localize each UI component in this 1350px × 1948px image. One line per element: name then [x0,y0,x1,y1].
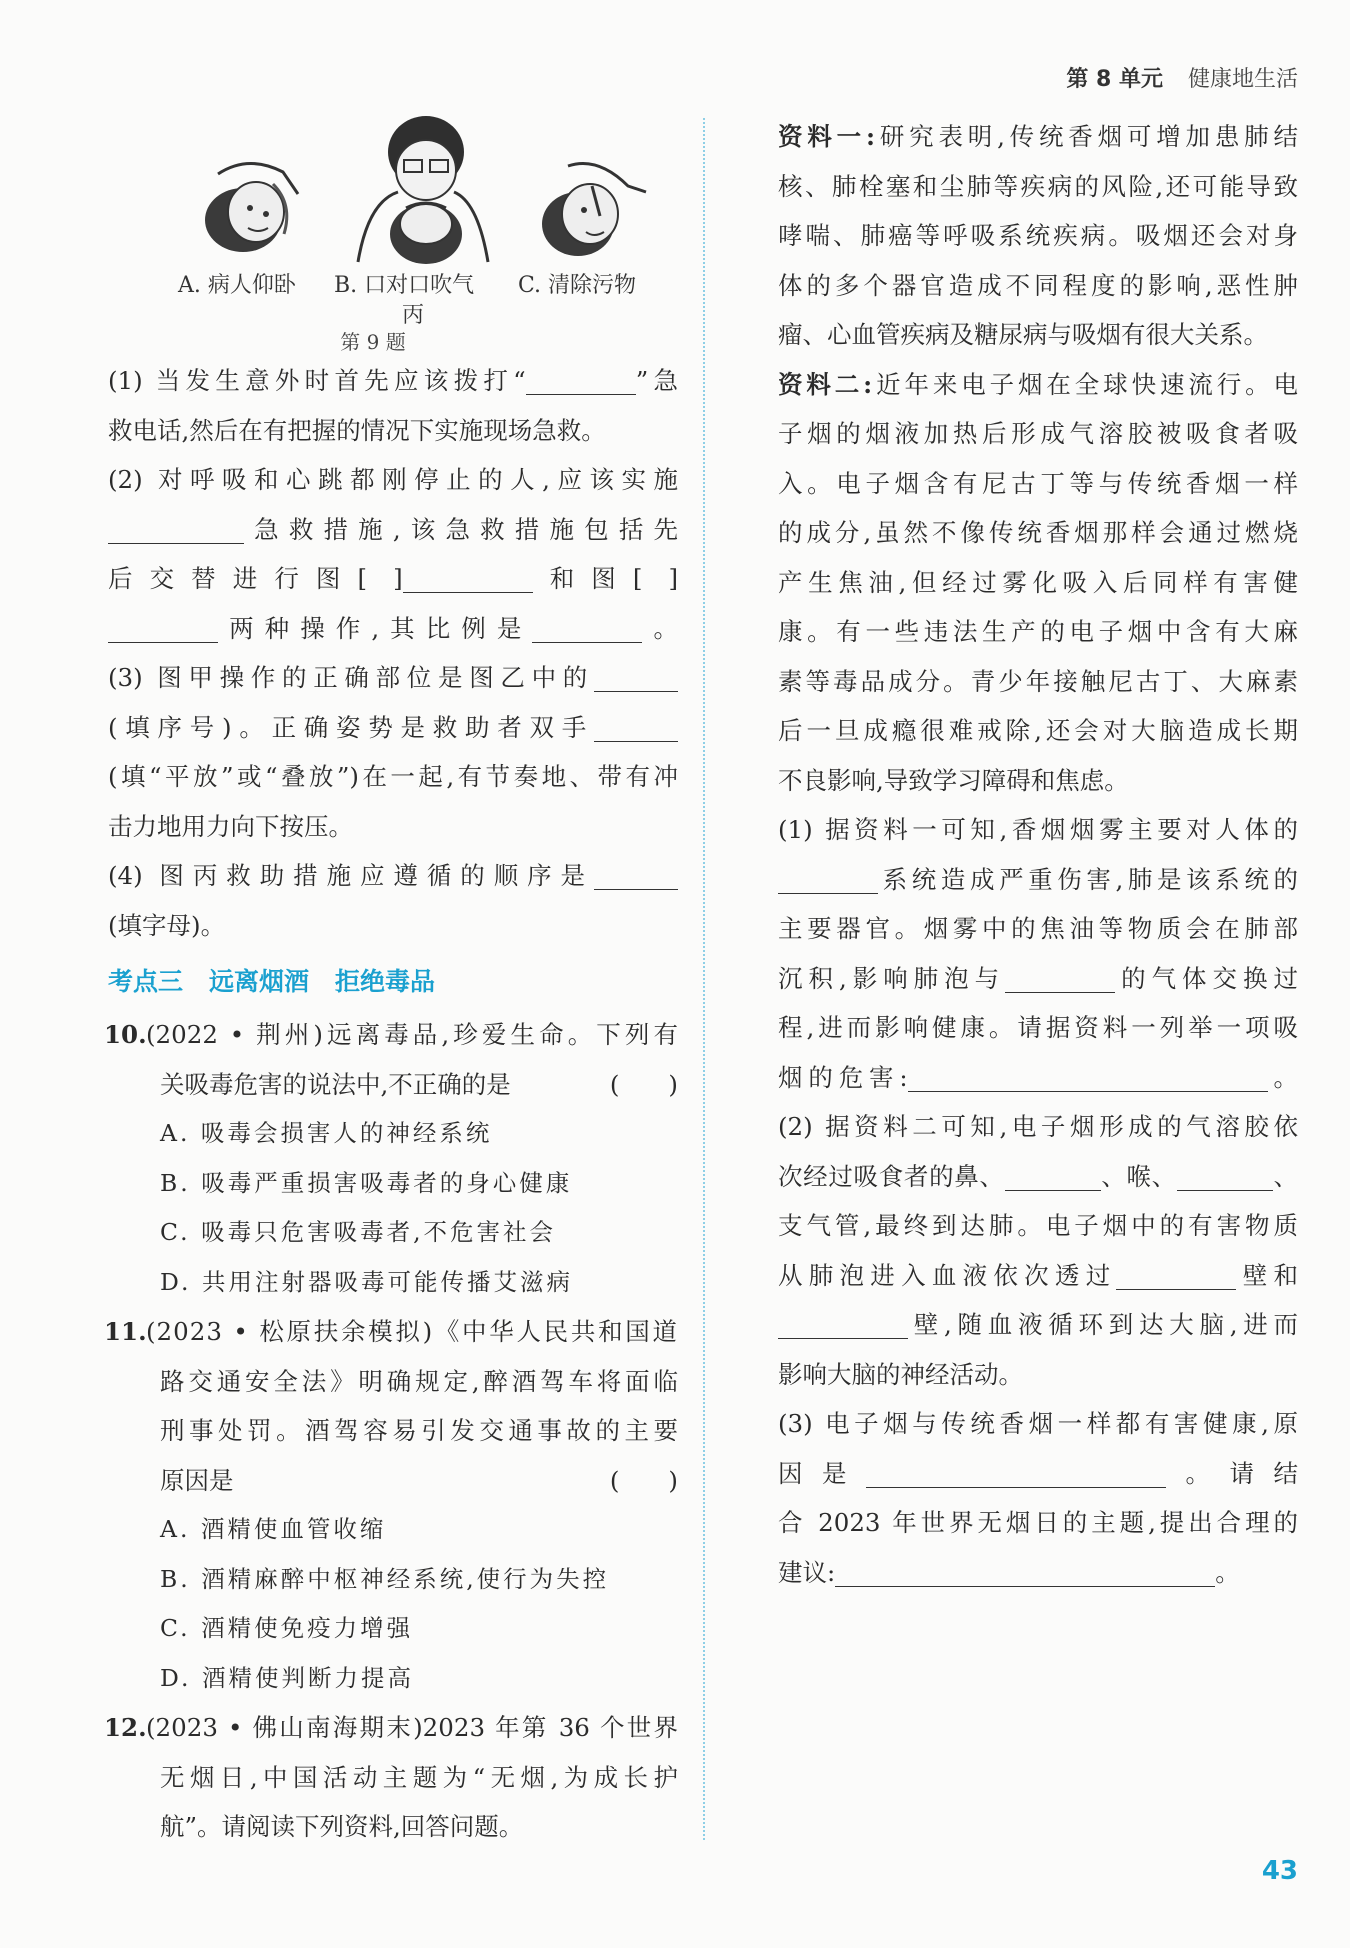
page-number: 43 [1261,1856,1298,1886]
question-12-parts [778,805,1298,1597]
option-d[interactable]: D. 共用注射器吸毒可能传播艾滋病 [160,1267,573,1296]
text-line: 12.(2023 • 佛山南海期末)2023 年第 36 个世界 [108,1703,678,1753]
text-line: 建议: 。 [778,1557,1240,1587]
text-line: 从肺泡进入血液依次透过 壁和 [778,1260,1299,1290]
text-line: 瘤、心血管疾病及糖尿病与吸烟有很大关系。 [778,320,1268,349]
question-number: 12. [104,1713,147,1742]
text-line: 11.(2023 • 松原扶余模拟)《中华人民共和国道 [108,1307,678,1357]
option-a[interactable]: A. 酒精使血管收缩 [160,1515,387,1543]
question-10 [104,1010,678,1307]
text-line: 救电话,然后在有把握的情况下实施现场急救。 [108,415,606,445]
text-line: 支气管,最终到达肺。电子烟中的有害物质 [778,1211,1298,1240]
answer-blank[interactable] [1005,964,1115,993]
option-d[interactable]: D. 酒精使判断力提高 [160,1663,414,1692]
option-b[interactable]: B. 吸毒严重损害吸毒者的身心健康 [160,1168,573,1197]
material-label: 资料二: [778,369,873,399]
text-line: 壁,随血液循环到达大脑,进而 [778,1300,1298,1350]
text-line: 的成分,虽然不像传统香烟那样会通过燃烧 [778,518,1298,547]
text-line: (填序号)。正确姿势是救助者双手 [108,703,678,753]
material-1 [778,112,1298,360]
question-12 [104,1703,678,1852]
page-header [1066,62,1298,93]
answer-blank[interactable] [526,366,636,395]
text-line: (3) 图甲操作的正确部位是图乙中的 [108,653,678,703]
answer-blank[interactable] [866,1459,1166,1488]
text-line: (1) 据资料一可知,香烟烟雾主要对人体的 [778,815,1298,844]
answer-blank[interactable] [108,614,218,643]
option-c[interactable]: C. 吸毒只危害吸毒者,不危害社会 [160,1218,557,1246]
answer-paren[interactable]: ( ) [609,1465,678,1495]
text-line: 资料一:研究表明,传统香烟可增加患肺结 [778,122,1298,151]
text-line: 核、肺栓塞和尘肺等疾病的风险,还可能导致 [778,171,1298,201]
material-label: 资料一: [778,122,875,151]
answer-blank[interactable] [403,564,533,593]
text-line: 因是 。请结 [778,1458,1298,1488]
text-line: 后一旦成瘾很难戒除,还会对大脑造成长期 [778,716,1298,745]
option-b[interactable]: B. 酒精麻醉中枢神经系统,使行为失控 [160,1564,610,1593]
section-topic-2: 拒绝毒品 [335,967,436,996]
answer-blank[interactable] [835,1558,1215,1587]
text-line: (4) 图丙救助措施应遵循的顺序是 [108,851,678,901]
text-line: 航”。请阅读下列资料,回答问题。 [160,1812,524,1841]
mouth-to-mouth-illustration [348,112,498,272]
text-line: (2) 对呼吸和心跳都刚停止的人,应该实施 [108,465,678,494]
clear-debris-illustration [528,156,650,266]
patient-supine-illustration [188,154,310,264]
answer-blank[interactable] [1005,1162,1101,1191]
text-line: 急救措施,该急救措施包括先 [108,505,678,555]
text-line: (填字母)。 [108,910,226,940]
section-label: 考点三 [108,967,184,996]
question-11 [104,1307,678,1703]
figure-label-bing: 丙 [402,303,425,328]
question-9-figure [108,112,678,356]
text-line: 资料二:近年来电子烟在全球快速流行。电 [778,369,1298,399]
answer-paren[interactable]: ( ) [609,1069,678,1099]
figure-label-b: B. 口对口吹气 [334,273,475,298]
text-line: 子烟的烟液加热后形成气溶胶被吸食者吸 [778,419,1298,448]
text-line: 不良影响,导致学习障碍和焦虑。 [778,765,1129,795]
text-line: 程,进而影响健康。请据资料一列举一项吸 [778,1013,1298,1042]
answer-blank[interactable] [778,1310,908,1339]
answer-blank[interactable] [908,1063,1268,1092]
text-line: 体的多个器官造成不同程度的影响,恶性肿 [778,270,1298,300]
question-number: 11. [104,1317,147,1346]
section-title [108,954,678,1010]
text-line: 产生焦油,但经过雾化吸入后同样有害健 [778,567,1298,597]
unit-label: 第 8 单元 [1066,67,1163,92]
text-line: 沉积,影响肺泡与 的气体交换过 [778,963,1298,993]
text-line: (填“平放”或“叠放”)在一起,有节奏地、带有冲 [108,762,678,791]
text-line: (3) 电子烟与传统香烟一样都有害健康,原 [778,1409,1298,1438]
text-line: 关吸毒危害的说法中,不正确的是 ( ) [108,1060,678,1110]
text-line: 后交替进行图[ ] 和图[ ] [108,564,678,593]
question-9 [108,356,678,950]
figure-caption: 第 9 题 [340,330,406,354]
text-line: 两种操作,其比例是 。 [108,604,678,654]
right-column [778,112,1298,1597]
option-a[interactable]: A. 吸毒会损害人的神经系统 [160,1119,493,1147]
text-line: 烟的危害: 。 [778,1062,1299,1092]
text-line: 合 2023 年世界无烟日的主题,提出合理的 [778,1508,1298,1537]
answer-blank[interactable] [594,861,678,890]
text-line: 康。有一些违法生产的电子烟中含有大麻 [778,617,1298,646]
text-line: 影响大脑的神经活动。 [778,1359,1023,1389]
text-line: 哮喘、肺癌等呼吸系统疾病。吸烟还会对身 [778,221,1298,250]
column-divider [703,118,705,1840]
material-2 [778,360,1298,806]
answer-blank[interactable] [778,865,878,894]
section-topic-1: 远离烟酒 [209,967,310,996]
answer-blank[interactable] [1177,1162,1273,1191]
text-line: 入。电子烟含有尼古丁等与传统香烟一样 [778,468,1298,498]
text-line: 击力地用力向下按压。 [108,811,353,841]
unit-title: 健康地生活 [1187,67,1298,92]
answer-blank[interactable] [594,713,678,742]
figure-label-a: A. 病人仰卧 [178,273,296,298]
text-line: 刑事处罚。酒驾容易引发交通事故的主要 [160,1416,678,1445]
answer-blank[interactable] [108,515,244,544]
text-line: 路交通安全法》明确规定,醉酒驾车将面临 [160,1366,678,1396]
text-line: 次经过吸食者的鼻、 、喉、 、 [778,1161,1299,1191]
answer-blank[interactable] [532,614,642,643]
text-line: (1) 当发生意外时首先应该拨打“ ”急 [108,366,678,395]
figure-label-c: C. 清除污物 [518,273,637,298]
option-c[interactable]: C. 酒精使免疫力增强 [160,1614,414,1642]
text-line: 系统造成严重伤害,肺是该系统的 [778,855,1298,905]
text-line: 10.(2022 • 荆州)远离毒品,珍爱生命。下列有 [108,1010,678,1060]
text-line: (2) 据资料二可知,电子烟形成的气溶胶依 [778,1112,1298,1141]
question-number: 10. [104,1020,147,1049]
text-line: 素等毒品成分。青少年接触尼古丁、大麻素 [778,666,1298,696]
answer-blank[interactable] [1116,1261,1236,1290]
answer-blank[interactable] [594,663,678,692]
left-column [104,112,679,1852]
text-line: 原因是 ( ) [108,1456,678,1506]
text-line: 无烟日,中国活动主题为“无烟,为成长护 [160,1762,678,1792]
text-line: 主要器官。烟雾中的焦油等物质会在肺部 [778,914,1298,943]
